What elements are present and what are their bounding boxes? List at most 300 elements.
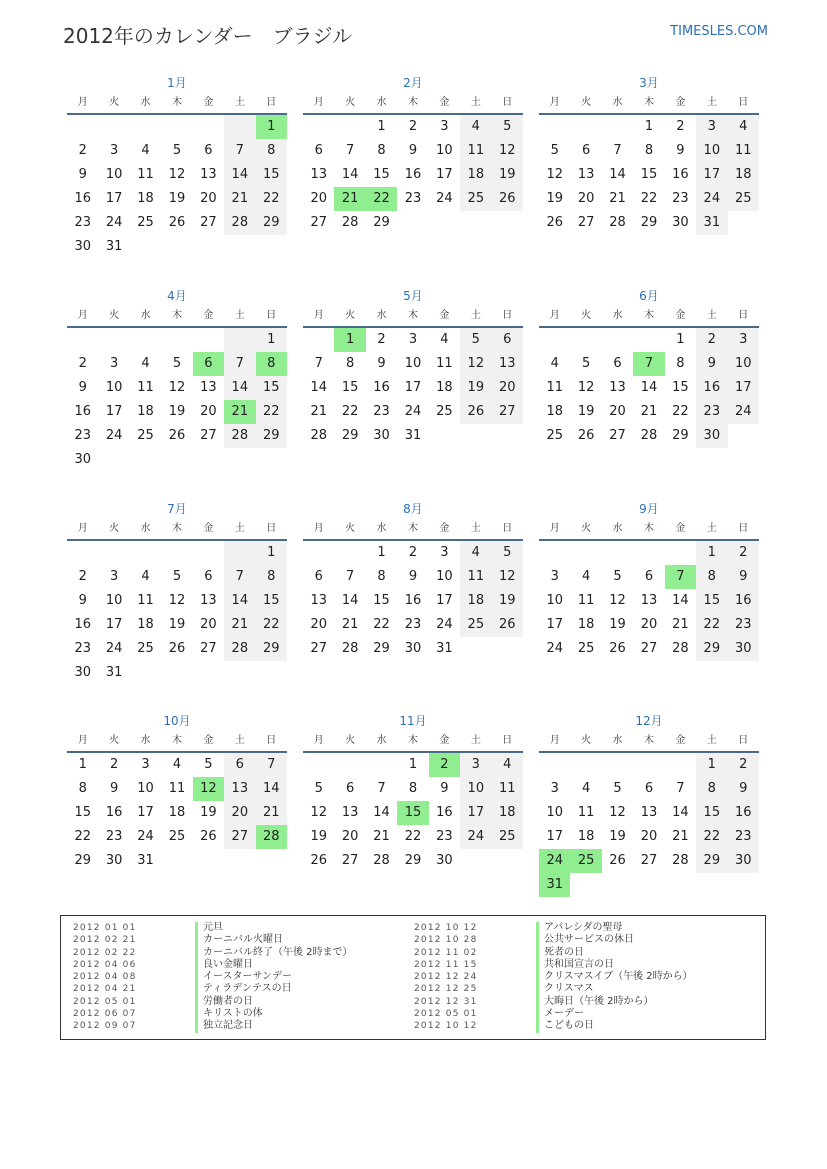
day-cell[interactable]: 26	[460, 400, 491, 424]
day-cell[interactable]: 3	[440, 119, 449, 134]
day-cell[interactable]: 21	[373, 829, 390, 844]
day-cell[interactable]: 18	[436, 380, 453, 395]
holiday-day-cell[interactable]: 22	[366, 187, 397, 211]
day-cell[interactable]: 25	[577, 641, 595, 656]
day-cell[interactable]: 13	[310, 167, 327, 182]
day-cell[interactable]: 24	[105, 215, 123, 230]
day-cell[interactable]: 11	[546, 380, 563, 395]
day-cell[interactable]: 25	[460, 187, 491, 211]
day-cell[interactable]: 8	[696, 777, 727, 801]
day-cell[interactable]: 24	[728, 400, 759, 424]
day-cell[interactable]: 20	[609, 404, 626, 419]
day-cell[interactable]: 11	[436, 356, 453, 371]
day-cell[interactable]: 23	[696, 400, 727, 424]
day-cell[interactable]: 19	[609, 829, 626, 844]
day-cell[interactable]: 1	[696, 753, 727, 777]
day-cell[interactable]: 17	[436, 167, 453, 182]
day-cell[interactable]: 18	[137, 617, 154, 632]
day-cell[interactable]: 26	[168, 215, 186, 230]
day-cell[interactable]: 30	[672, 215, 689, 230]
day-cell[interactable]: 26	[577, 428, 595, 443]
day-cell[interactable]: 1	[377, 119, 386, 134]
day-cell[interactable]: 16	[105, 805, 123, 820]
day-cell[interactable]: 29	[672, 428, 689, 443]
day-cell[interactable]: 25	[728, 187, 759, 211]
day-cell[interactable]: 3	[109, 143, 119, 158]
holiday-day-cell[interactable]: 1	[256, 115, 287, 139]
day-cell[interactable]: 8	[644, 143, 654, 158]
day-cell[interactable]: 22	[696, 825, 727, 849]
day-cell[interactable]: 12	[546, 167, 563, 182]
holiday-day-cell[interactable]: 8	[256, 352, 287, 376]
day-cell[interactable]: 17	[404, 380, 422, 395]
day-cell[interactable]: 7	[224, 139, 255, 163]
holiday-day-cell[interactable]: 25	[570, 849, 601, 873]
day-cell[interactable]: 4	[141, 569, 150, 584]
day-cell[interactable]: 2	[78, 569, 87, 584]
holiday-day-cell[interactable]: 1	[334, 328, 365, 352]
day-cell[interactable]: 6	[613, 356, 622, 371]
day-cell[interactable]: 6	[492, 328, 523, 352]
day-cell[interactable]: 10	[436, 569, 453, 584]
day-cell[interactable]: 22	[696, 613, 727, 637]
holiday-day-cell[interactable]: 7	[633, 352, 664, 376]
day-cell[interactable]: 8	[696, 565, 727, 589]
day-cell[interactable]: 22	[256, 187, 287, 211]
holiday-day-cell[interactable]: 7	[665, 565, 696, 589]
day-cell[interactable]: 27	[609, 428, 626, 443]
day-cell[interactable]: 15	[256, 376, 287, 400]
day-cell[interactable]: 14	[341, 167, 359, 182]
day-cell[interactable]: 3	[141, 757, 150, 772]
day-cell[interactable]: 28	[341, 641, 359, 656]
day-cell[interactable]: 5	[172, 143, 182, 158]
day-cell[interactable]: 2	[109, 757, 119, 772]
day-cell[interactable]: 4	[492, 753, 523, 777]
day-cell[interactable]: 4	[172, 757, 182, 772]
day-cell[interactable]: 26	[546, 215, 563, 230]
day-cell[interactable]: 14	[256, 777, 287, 801]
day-cell[interactable]: 12	[577, 380, 595, 395]
day-cell[interactable]: 9	[728, 565, 759, 589]
day-cell[interactable]: 17	[546, 617, 563, 632]
day-cell[interactable]: 24	[105, 428, 123, 443]
day-cell[interactable]: 25	[436, 404, 453, 419]
day-cell[interactable]: 26	[310, 853, 327, 868]
day-cell[interactable]: 20	[341, 829, 359, 844]
day-cell[interactable]: 14	[224, 589, 255, 613]
day-cell[interactable]: 4	[581, 569, 591, 584]
day-cell[interactable]: 23	[728, 613, 759, 637]
day-cell[interactable]: 1	[256, 328, 287, 352]
holiday-day-cell[interactable]: 28	[256, 825, 287, 849]
day-cell[interactable]: 6	[581, 143, 591, 158]
day-cell[interactable]: 18	[168, 805, 186, 820]
day-cell[interactable]: 23	[672, 191, 689, 206]
day-cell[interactable]: 13	[341, 805, 359, 820]
holiday-day-cell[interactable]: 31	[539, 873, 570, 897]
day-cell[interactable]: 13	[492, 352, 523, 376]
day-cell[interactable]: 14	[310, 380, 327, 395]
day-cell[interactable]: 4	[460, 541, 491, 565]
day-cell[interactable]: 29	[256, 637, 287, 661]
day-cell[interactable]: 4	[460, 115, 491, 139]
day-cell[interactable]: 1	[377, 545, 386, 560]
day-cell[interactable]: 30	[696, 424, 727, 448]
day-cell[interactable]: 6	[314, 143, 323, 158]
day-cell[interactable]: 7	[256, 753, 287, 777]
day-cell[interactable]: 19	[577, 404, 595, 419]
day-cell[interactable]: 16	[74, 404, 91, 419]
day-cell[interactable]: 27	[492, 400, 523, 424]
day-cell[interactable]: 21	[310, 404, 327, 419]
day-cell[interactable]: 10	[105, 167, 123, 182]
day-cell[interactable]: 27	[341, 853, 359, 868]
day-cell[interactable]: 30	[74, 452, 91, 467]
day-cell[interactable]: 16	[373, 380, 390, 395]
day-cell[interactable]: 16	[404, 167, 422, 182]
day-cell[interactable]: 19	[168, 617, 186, 632]
day-cell[interactable]: 30	[74, 665, 91, 680]
day-cell[interactable]: 29	[373, 215, 390, 230]
day-cell[interactable]: 8	[78, 781, 87, 796]
day-cell[interactable]: 6	[345, 781, 355, 796]
day-cell[interactable]: 22	[640, 191, 658, 206]
day-cell[interactable]: 23	[74, 428, 91, 443]
day-cell[interactable]: 19	[200, 805, 217, 820]
day-cell[interactable]: 31	[696, 211, 727, 235]
day-cell[interactable]: 30	[74, 239, 91, 254]
day-cell[interactable]: 10	[404, 356, 422, 371]
day-cell[interactable]: 2	[78, 356, 87, 371]
day-cell[interactable]: 7	[345, 143, 355, 158]
day-cell[interactable]: 29	[640, 215, 658, 230]
day-cell[interactable]: 9	[408, 569, 418, 584]
day-cell[interactable]: 6	[644, 781, 654, 796]
day-cell[interactable]: 11	[577, 593, 595, 608]
day-cell[interactable]: 6	[644, 569, 654, 584]
day-cell[interactable]: 22	[373, 617, 390, 632]
day-cell[interactable]: 14	[224, 163, 255, 187]
day-cell[interactable]: 1	[408, 757, 418, 772]
day-cell[interactable]: 20	[224, 801, 255, 825]
day-cell[interactable]: 25	[168, 829, 186, 844]
day-cell[interactable]: 2	[408, 119, 418, 134]
day-cell[interactable]: 2	[377, 332, 386, 347]
day-cell[interactable]: 22	[74, 829, 91, 844]
day-cell[interactable]: 17	[728, 376, 759, 400]
day-cell[interactable]: 12	[168, 167, 186, 182]
day-cell[interactable]: 5	[581, 356, 591, 371]
day-cell[interactable]: 19	[168, 191, 186, 206]
day-cell[interactable]: 29	[341, 428, 359, 443]
day-cell[interactable]: 19	[460, 376, 491, 400]
day-cell[interactable]: 1	[78, 757, 87, 772]
day-cell[interactable]: 8	[256, 139, 287, 163]
day-cell[interactable]: 14	[672, 805, 689, 820]
day-cell[interactable]: 25	[137, 215, 154, 230]
day-cell[interactable]: 20	[640, 829, 658, 844]
day-cell[interactable]: 4	[141, 356, 150, 371]
day-cell[interactable]: 29	[696, 637, 727, 661]
day-cell[interactable]: 18	[137, 191, 154, 206]
day-cell[interactable]: 8	[345, 356, 355, 371]
day-cell[interactable]: 15	[341, 380, 359, 395]
day-cell[interactable]: 9	[78, 593, 87, 608]
day-cell[interactable]: 25	[460, 613, 491, 637]
day-cell[interactable]: 13	[224, 777, 255, 801]
day-cell[interactable]: 16	[728, 801, 759, 825]
day-cell[interactable]: 31	[404, 428, 422, 443]
day-cell[interactable]: 14	[224, 376, 255, 400]
day-cell[interactable]: 21	[224, 187, 255, 211]
day-cell[interactable]: 11	[577, 805, 595, 820]
day-cell[interactable]: 5	[314, 781, 323, 796]
day-cell[interactable]: 27	[224, 825, 255, 849]
day-cell[interactable]: 14	[672, 593, 689, 608]
day-cell[interactable]: 3	[408, 332, 418, 347]
day-cell[interactable]: 1	[644, 119, 654, 134]
day-cell[interactable]: 5	[613, 781, 622, 796]
day-cell[interactable]: 28	[373, 853, 390, 868]
day-cell[interactable]: 24	[436, 617, 453, 632]
day-cell[interactable]: 20	[310, 617, 327, 632]
day-cell[interactable]: 26	[168, 428, 186, 443]
day-cell[interactable]: 8	[408, 781, 418, 796]
day-cell[interactable]: 4	[550, 356, 559, 371]
holiday-day-cell[interactable]: 15	[397, 801, 428, 825]
day-cell[interactable]: 24	[696, 187, 727, 211]
day-cell[interactable]: 28	[672, 641, 689, 656]
day-cell[interactable]: 4	[141, 143, 150, 158]
day-cell[interactable]: 1	[256, 541, 287, 565]
day-cell[interactable]: 23	[373, 404, 390, 419]
day-cell[interactable]: 29	[256, 211, 287, 235]
day-cell[interactable]: 21	[224, 613, 255, 637]
day-cell[interactable]: 12	[460, 352, 491, 376]
day-cell[interactable]: 6	[204, 143, 213, 158]
day-cell[interactable]: 22	[256, 400, 287, 424]
day-cell[interactable]: 2	[78, 143, 87, 158]
day-cell[interactable]: 30	[105, 853, 123, 868]
day-cell[interactable]: 13	[640, 805, 658, 820]
day-cell[interactable]: 28	[609, 215, 626, 230]
day-cell[interactable]: 13	[609, 380, 626, 395]
day-cell[interactable]: 29	[696, 849, 727, 873]
day-cell[interactable]: 22	[256, 613, 287, 637]
day-cell[interactable]: 1	[676, 332, 685, 347]
day-cell[interactable]: 12	[492, 139, 523, 163]
day-cell[interactable]: 9	[696, 352, 727, 376]
day-cell[interactable]: 13	[640, 593, 658, 608]
day-cell[interactable]: 5	[172, 569, 182, 584]
day-cell[interactable]: 9	[109, 781, 119, 796]
day-cell[interactable]: 4	[440, 332, 449, 347]
day-cell[interactable]: 19	[492, 163, 523, 187]
day-cell[interactable]: 22	[404, 829, 422, 844]
day-cell[interactable]: 20	[200, 617, 217, 632]
day-cell[interactable]: 5	[204, 757, 213, 772]
day-cell[interactable]: 6	[314, 569, 323, 584]
day-cell[interactable]: 15	[696, 801, 727, 825]
day-cell[interactable]: 27	[200, 428, 217, 443]
day-cell[interactable]: 11	[492, 777, 523, 801]
day-cell[interactable]: 15	[373, 593, 390, 608]
day-cell[interactable]: 9	[408, 143, 418, 158]
day-cell[interactable]: 26	[492, 187, 523, 211]
day-cell[interactable]: 17	[460, 801, 491, 825]
day-cell[interactable]: 17	[696, 163, 727, 187]
day-cell[interactable]: 15	[696, 589, 727, 613]
day-cell[interactable]: 24	[460, 825, 491, 849]
holiday-day-cell[interactable]: 21	[224, 400, 255, 424]
day-cell[interactable]: 16	[672, 167, 689, 182]
day-cell[interactable]: 9	[676, 143, 685, 158]
day-cell[interactable]: 27	[200, 215, 217, 230]
day-cell[interactable]: 9	[78, 380, 87, 395]
day-cell[interactable]: 19	[168, 404, 186, 419]
day-cell[interactable]: 6	[224, 753, 255, 777]
day-cell[interactable]: 27	[640, 853, 658, 868]
day-cell[interactable]: 22	[672, 404, 689, 419]
day-cell[interactable]: 28	[224, 424, 255, 448]
day-cell[interactable]: 7	[613, 143, 622, 158]
day-cell[interactable]: 16	[728, 589, 759, 613]
day-cell[interactable]: 30	[728, 849, 759, 873]
day-cell[interactable]: 23	[436, 829, 453, 844]
day-cell[interactable]: 21	[672, 829, 689, 844]
day-cell[interactable]: 9	[78, 167, 87, 182]
day-cell[interactable]: 20	[310, 191, 327, 206]
day-cell[interactable]: 16	[74, 617, 91, 632]
day-cell[interactable]: 2	[676, 119, 685, 134]
day-cell[interactable]: 5	[492, 115, 523, 139]
day-cell[interactable]: 7	[676, 781, 685, 796]
day-cell[interactable]: 12	[310, 805, 327, 820]
day-cell[interactable]: 16	[436, 805, 453, 820]
day-cell[interactable]: 23	[74, 641, 91, 656]
day-cell[interactable]: 11	[168, 781, 186, 796]
day-cell[interactable]: 27	[310, 215, 327, 230]
day-cell[interactable]: 27	[310, 641, 327, 656]
day-cell[interactable]: 13	[310, 593, 327, 608]
day-cell[interactable]: 2	[408, 545, 418, 560]
day-cell[interactable]: 29	[74, 853, 91, 868]
day-cell[interactable]: 10	[436, 143, 453, 158]
day-cell[interactable]: 18	[577, 617, 595, 632]
day-cell[interactable]: 20	[492, 376, 523, 400]
day-cell[interactable]: 3	[460, 753, 491, 777]
day-cell[interactable]: 19	[310, 829, 327, 844]
day-cell[interactable]: 29	[404, 853, 422, 868]
day-cell[interactable]: 7	[314, 356, 323, 371]
day-cell[interactable]: 26	[492, 613, 523, 637]
day-cell[interactable]: 26	[168, 641, 186, 656]
day-cell[interactable]: 15	[256, 589, 287, 613]
day-cell[interactable]: 2	[728, 541, 759, 565]
day-cell[interactable]: 19	[492, 589, 523, 613]
day-cell[interactable]: 4	[581, 781, 591, 796]
day-cell[interactable]: 8	[676, 356, 685, 371]
day-cell[interactable]: 8	[256, 565, 287, 589]
day-cell[interactable]: 20	[200, 191, 217, 206]
day-cell[interactable]: 5	[613, 569, 622, 584]
day-cell[interactable]: 21	[256, 801, 287, 825]
day-cell[interactable]: 26	[200, 829, 217, 844]
day-cell[interactable]: 24	[404, 404, 422, 419]
day-cell[interactable]: 23	[728, 825, 759, 849]
day-cell[interactable]: 24	[105, 641, 123, 656]
day-cell[interactable]: 17	[105, 191, 123, 206]
day-cell[interactable]: 21	[609, 191, 626, 206]
day-cell[interactable]: 22	[341, 404, 359, 419]
day-cell[interactable]: 1	[696, 541, 727, 565]
day-cell[interactable]: 17	[546, 829, 563, 844]
day-cell[interactable]: 15	[640, 167, 658, 182]
day-cell[interactable]: 29	[373, 641, 390, 656]
day-cell[interactable]: 15	[672, 380, 689, 395]
day-cell[interactable]: 12	[168, 593, 186, 608]
day-cell[interactable]: 28	[672, 853, 689, 868]
day-cell[interactable]: 3	[109, 356, 119, 371]
day-cell[interactable]: 12	[609, 805, 626, 820]
day-cell[interactable]: 23	[74, 215, 91, 230]
day-cell[interactable]: 20	[577, 191, 595, 206]
day-cell[interactable]: 11	[460, 565, 491, 589]
day-cell[interactable]: 13	[200, 593, 217, 608]
day-cell[interactable]: 15	[74, 805, 91, 820]
day-cell[interactable]: 21	[341, 617, 359, 632]
day-cell[interactable]: 10	[696, 139, 727, 163]
day-cell[interactable]: 11	[137, 380, 154, 395]
day-cell[interactable]: 28	[341, 215, 359, 230]
day-cell[interactable]: 14	[640, 380, 658, 395]
day-cell[interactable]: 18	[577, 829, 595, 844]
day-cell[interactable]: 18	[728, 163, 759, 187]
day-cell[interactable]: 28	[224, 211, 255, 235]
day-cell[interactable]: 3	[728, 328, 759, 352]
day-cell[interactable]: 30	[436, 853, 453, 868]
day-cell[interactable]: 5	[460, 328, 491, 352]
day-cell[interactable]: 20	[640, 617, 658, 632]
day-cell[interactable]: 16	[404, 593, 422, 608]
day-cell[interactable]: 10	[546, 805, 563, 820]
day-cell[interactable]: 10	[105, 380, 123, 395]
day-cell[interactable]: 4	[728, 115, 759, 139]
day-cell[interactable]: 10	[105, 593, 123, 608]
day-cell[interactable]: 16	[696, 376, 727, 400]
day-cell[interactable]: 12	[168, 380, 186, 395]
holiday-day-cell[interactable]: 6	[193, 352, 224, 376]
day-cell[interactable]: 14	[341, 593, 359, 608]
day-cell[interactable]: 26	[609, 641, 626, 656]
day-cell[interactable]: 28	[640, 428, 658, 443]
day-cell[interactable]: 2	[696, 328, 727, 352]
day-cell[interactable]: 17	[105, 404, 123, 419]
day-cell[interactable]: 3	[550, 781, 559, 796]
day-cell[interactable]: 10	[460, 777, 491, 801]
day-cell[interactable]: 17	[436, 593, 453, 608]
day-cell[interactable]: 9	[377, 356, 386, 371]
day-cell[interactable]: 25	[492, 825, 523, 849]
day-cell[interactable]: 18	[137, 404, 154, 419]
day-cell[interactable]: 16	[74, 191, 91, 206]
day-cell[interactable]: 17	[105, 617, 123, 632]
day-cell[interactable]: 28	[310, 428, 327, 443]
day-cell[interactable]: 19	[546, 191, 563, 206]
day-cell[interactable]: 23	[404, 191, 422, 206]
day-cell[interactable]: 10	[546, 593, 563, 608]
